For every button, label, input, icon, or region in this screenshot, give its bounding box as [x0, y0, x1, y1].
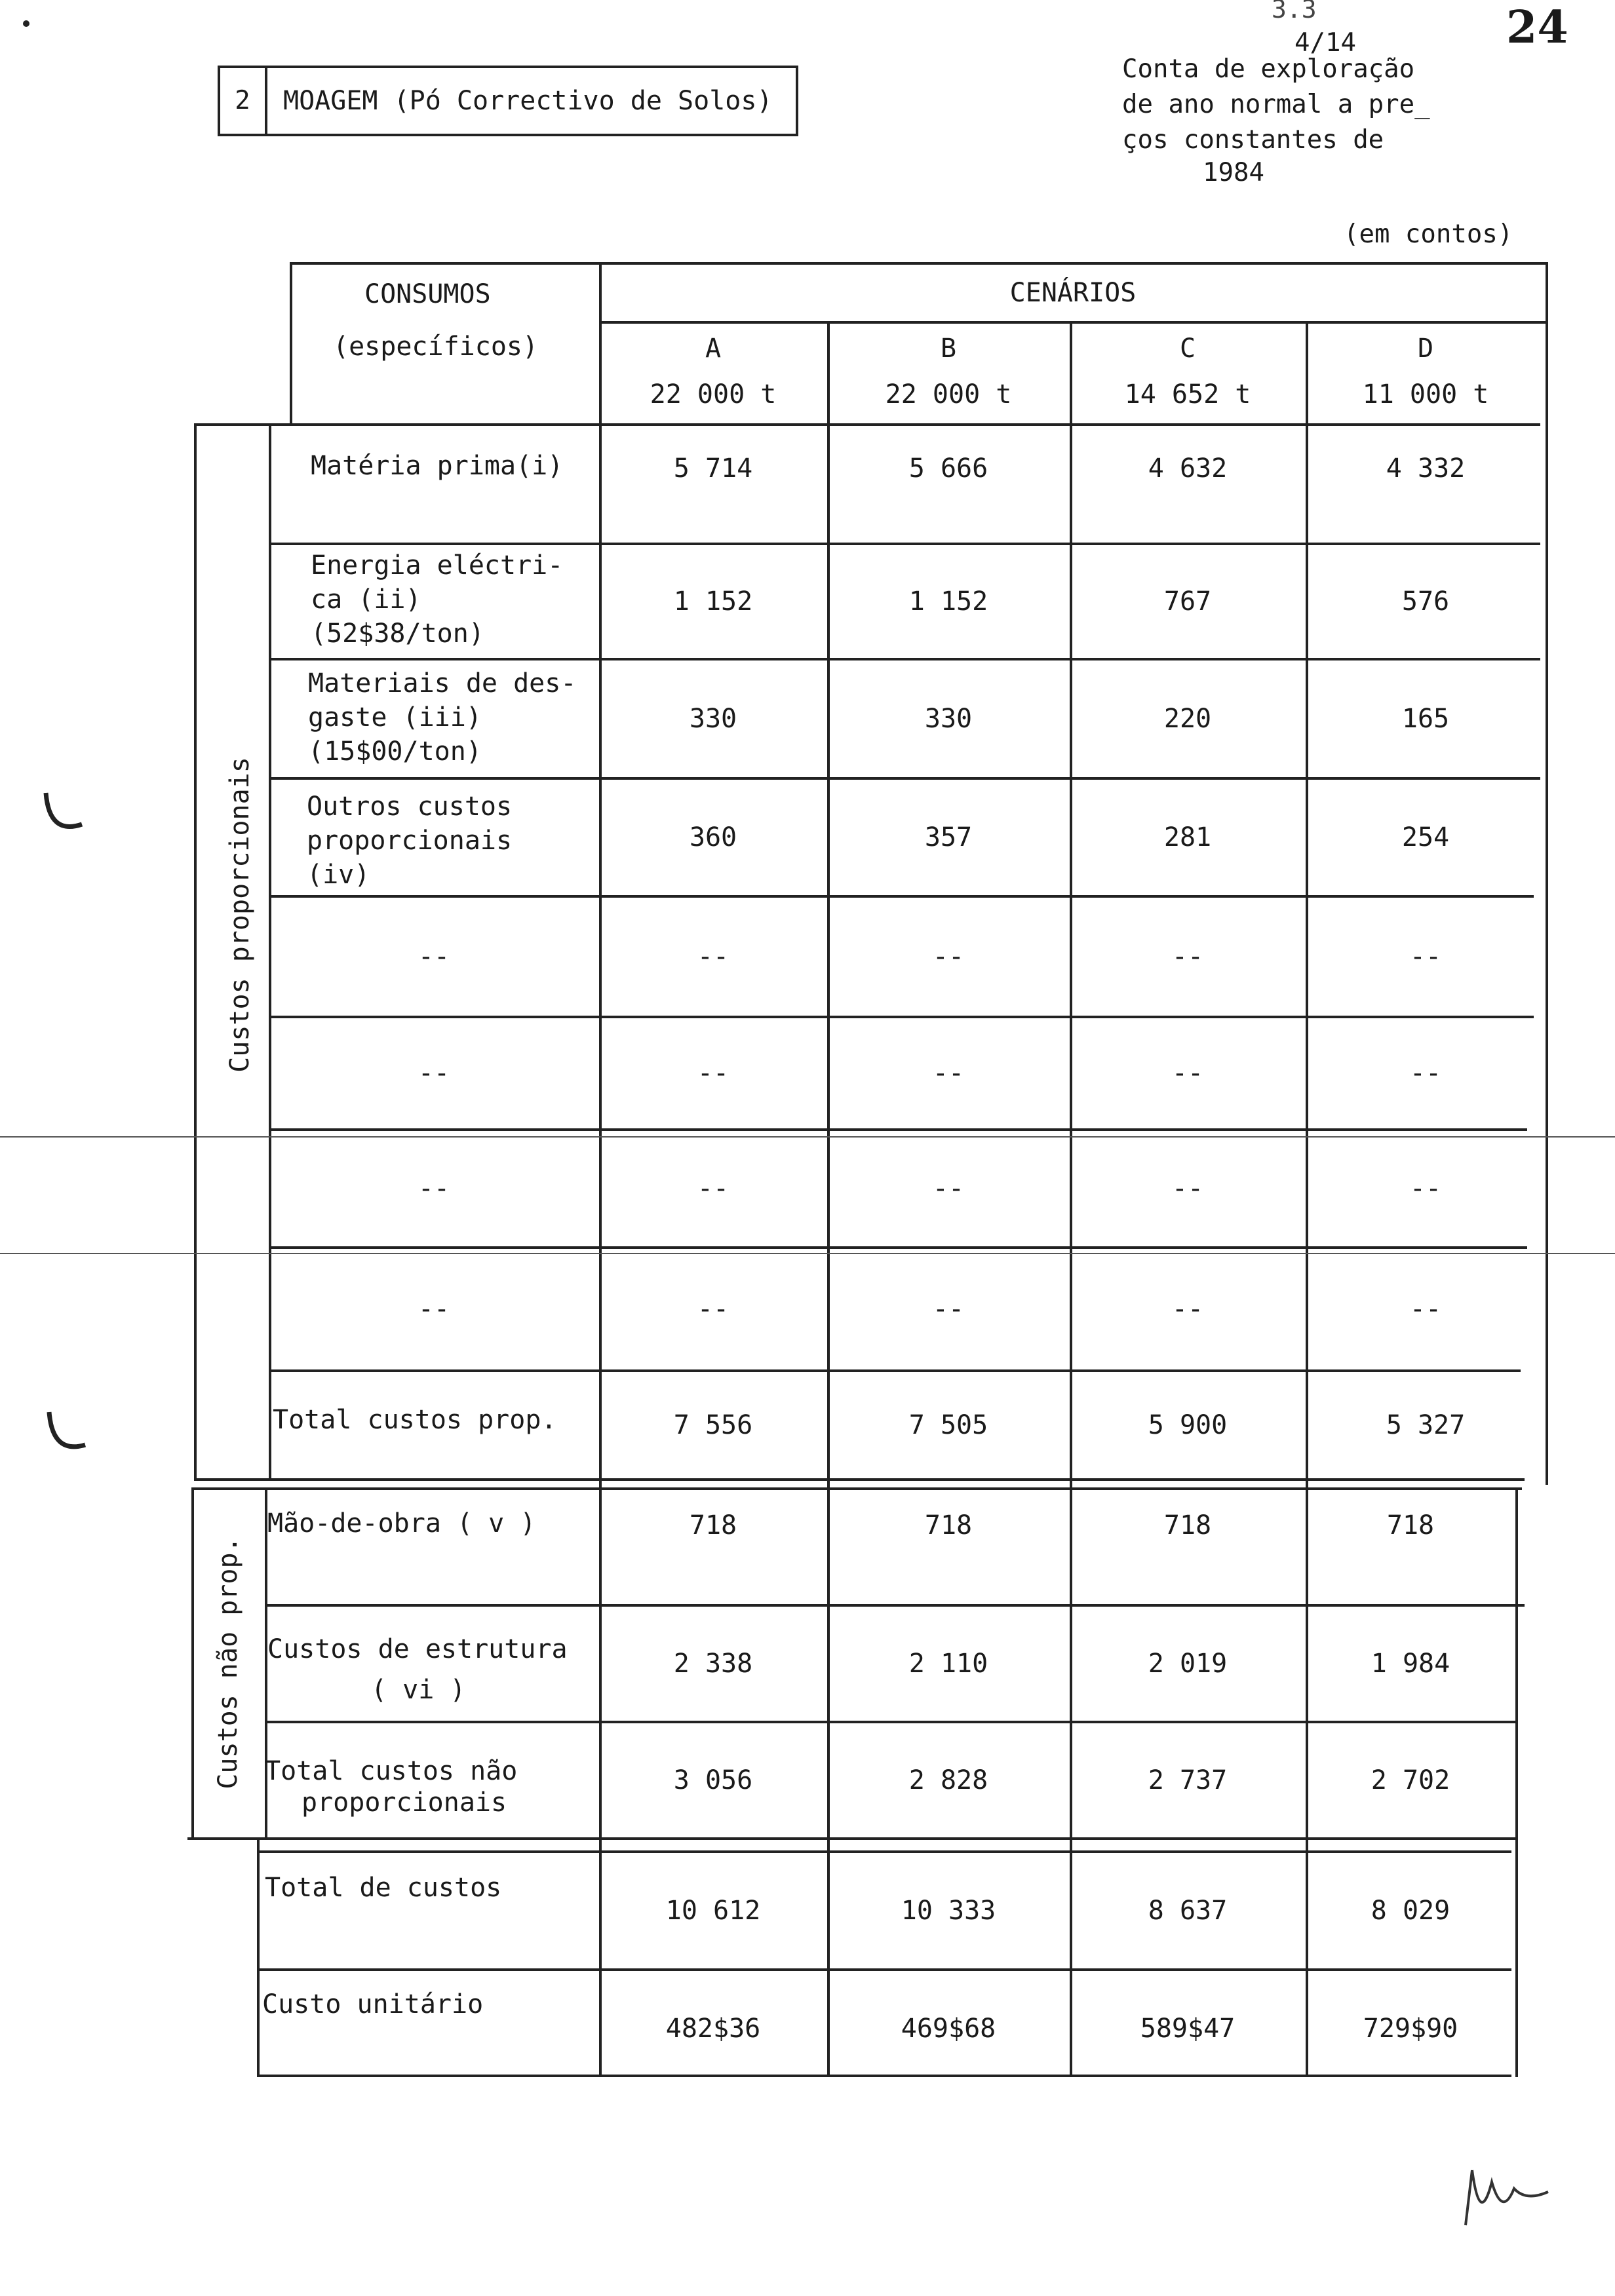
row-total-custos-a: 10 612 — [665, 1896, 761, 1926]
row-mao-de-obra-b: 718 — [924, 1510, 973, 1540]
row-custo-unitario-b: 469$68 — [901, 2014, 996, 2044]
scenario-d-letter: D — [1417, 334, 1434, 364]
row-total-custos-c: 8 637 — [1148, 1896, 1228, 1926]
scenario-a-letter: A — [705, 334, 722, 364]
scenario-b-letter: B — [940, 334, 957, 364]
row-label-mao-de-obra: Mão-de-obra ( v ) — [267, 1508, 536, 1539]
row-label-energia-3: (52$38/ton) — [311, 619, 484, 649]
row-empty-3-d: -- — [1409, 1174, 1442, 1204]
row-energia-d: 576 — [1401, 586, 1450, 617]
row-empty-4-b: -- — [932, 1294, 965, 1324]
row-label-materiais-3: (15$00/ton) — [308, 737, 482, 767]
row-empty-2-d: -- — [1409, 1058, 1442, 1088]
row-materia-prima-b: 5 666 — [908, 453, 988, 484]
row-empty-2-a: -- — [697, 1058, 730, 1088]
row-estrutura-c: 2 019 — [1148, 1649, 1228, 1679]
section-title: MOAGEM (Pó Correctivo de Solos) — [283, 86, 773, 116]
row-materiais-d: 165 — [1401, 704, 1450, 734]
row-empty-4-a: -- — [697, 1294, 730, 1324]
row-outros-a: 360 — [689, 822, 737, 852]
row-empty-1-label: -- — [418, 942, 450, 972]
row-total-nao-prop-b: 2 828 — [908, 1765, 988, 1795]
row-empty-1-c: -- — [1171, 942, 1204, 972]
scenario-a-qty: 22 000 t — [650, 379, 777, 410]
consumos-header: CONSUMOS — [364, 279, 491, 309]
row-total-nao-prop-a: 3 056 — [673, 1765, 753, 1795]
scenario-c-letter: C — [1179, 334, 1196, 364]
row-total-nao-prop-d: 2 702 — [1371, 1765, 1450, 1795]
row-materiais-b: 330 — [924, 704, 973, 734]
row-label-materia-prima: Matéria prima(i) — [311, 451, 564, 481]
row-label-custo-unitario: Custo unitário — [262, 1989, 484, 2019]
consumos-subheader: (específicos) — [333, 332, 539, 362]
row-empty-3-a: -- — [697, 1174, 730, 1204]
row-label-outros-1: Outros custos — [307, 792, 513, 822]
row-label-outros-2: proporcionais — [307, 826, 513, 856]
row-empty-2-label: -- — [418, 1058, 450, 1088]
row-mao-de-obra-c: 718 — [1163, 1510, 1212, 1540]
row-empty-3-c: -- — [1171, 1174, 1204, 1204]
row-empty-2-b: -- — [932, 1058, 965, 1088]
row-outros-c: 281 — [1163, 822, 1212, 852]
row-empty-4-d: -- — [1409, 1294, 1442, 1324]
row-materia-prima-a: 5 714 — [673, 453, 753, 484]
row-empty-1-b: -- — [932, 942, 965, 972]
row-label-estrutura-1: Custos de estrutura — [267, 1634, 568, 1664]
reference-number: 3.3 — [1272, 0, 1317, 24]
row-materiais-a: 330 — [689, 704, 737, 734]
row-label-energia-1: Energia eléctri- — [311, 550, 564, 581]
row-empty-4-c: -- — [1171, 1294, 1204, 1324]
row-total-prop-d: 5 327 — [1386, 1410, 1466, 1440]
scenario-d-qty: 11 000 t — [1362, 379, 1489, 410]
row-label-energia-2: ca (ii) — [311, 584, 421, 615]
note-line-2: de ano normal a pre_ — [1122, 90, 1430, 119]
row-outros-d: 254 — [1401, 822, 1450, 852]
note-line-4: 1984 — [1203, 158, 1264, 187]
row-label-materiais-2: gaste (iii) — [308, 702, 482, 733]
row-label-total-nao-prop-1: Total custos não — [265, 1756, 518, 1786]
row-label-total-nao-prop-2: proporcionais — [302, 1788, 507, 1818]
row-energia-c: 767 — [1163, 586, 1212, 617]
row-total-prop-b: 7 505 — [908, 1410, 988, 1440]
row-custo-unitario-a: 482$36 — [665, 2014, 761, 2044]
row-materia-prima-c: 4 632 — [1148, 453, 1228, 484]
row-estrutura-a: 2 338 — [673, 1649, 753, 1679]
note-line-3: ços constantes de — [1122, 125, 1384, 155]
row-estrutura-d: 1 984 — [1371, 1649, 1450, 1679]
reference-fraction: 4/14 — [1294, 28, 1356, 58]
row-energia-b: 1 152 — [908, 586, 988, 617]
scenario-b-qty: 22 000 t — [885, 379, 1012, 410]
row-energia-a: 1 152 — [673, 586, 753, 617]
row-mao-de-obra-d: 718 — [1386, 1510, 1435, 1540]
row-materiais-c: 220 — [1163, 704, 1212, 734]
row-label-materiais-1: Materiais de des- — [308, 668, 577, 698]
row-total-prop-c: 5 900 — [1148, 1410, 1228, 1440]
row-empty-3-b: -- — [932, 1174, 965, 1204]
row-estrutura-b: 2 110 — [908, 1649, 988, 1679]
row-mao-de-obra-a: 718 — [689, 1510, 737, 1540]
row-total-prop-a: 7 556 — [673, 1410, 753, 1440]
row-materia-prima-d: 4 332 — [1386, 453, 1466, 484]
row-outros-b: 357 — [924, 822, 973, 852]
row-custo-unitario-c: 589$47 — [1140, 2014, 1236, 2044]
group-label-nao-proporcionais: Custos não prop. — [213, 1537, 243, 1789]
section-number: 2 — [220, 68, 267, 134]
row-total-nao-prop-c: 2 737 — [1148, 1765, 1228, 1795]
row-label-outros-3: (iv) — [307, 860, 370, 890]
group-label-proporcionais: Custos proporcionais — [225, 757, 255, 1073]
row-empty-1-a: -- — [697, 942, 730, 972]
note-line-1: Conta de exploração — [1122, 54, 1415, 84]
row-label-total-custos: Total de custos — [265, 1873, 502, 1903]
scenario-c-qty: 14 652 t — [1124, 379, 1251, 410]
row-empty-1-d: -- — [1409, 942, 1442, 972]
row-empty-3-label: -- — [418, 1174, 450, 1204]
row-custo-unitario-d: 729$90 — [1363, 2014, 1458, 2044]
units-note: (em contos) — [1344, 220, 1513, 249]
row-total-custos-b: 10 333 — [901, 1896, 996, 1926]
row-label-total-prop: Total custos prop. — [273, 1405, 557, 1435]
row-empty-2-c: -- — [1171, 1058, 1204, 1088]
row-total-custos-d: 8 029 — [1371, 1896, 1450, 1926]
row-label-estrutura-2: ( vi ) — [371, 1675, 466, 1705]
page-number: 24 — [1506, 1, 1568, 54]
row-empty-4-label: -- — [418, 1294, 450, 1324]
cenarios-header: CENÁRIOS — [1009, 278, 1137, 308]
